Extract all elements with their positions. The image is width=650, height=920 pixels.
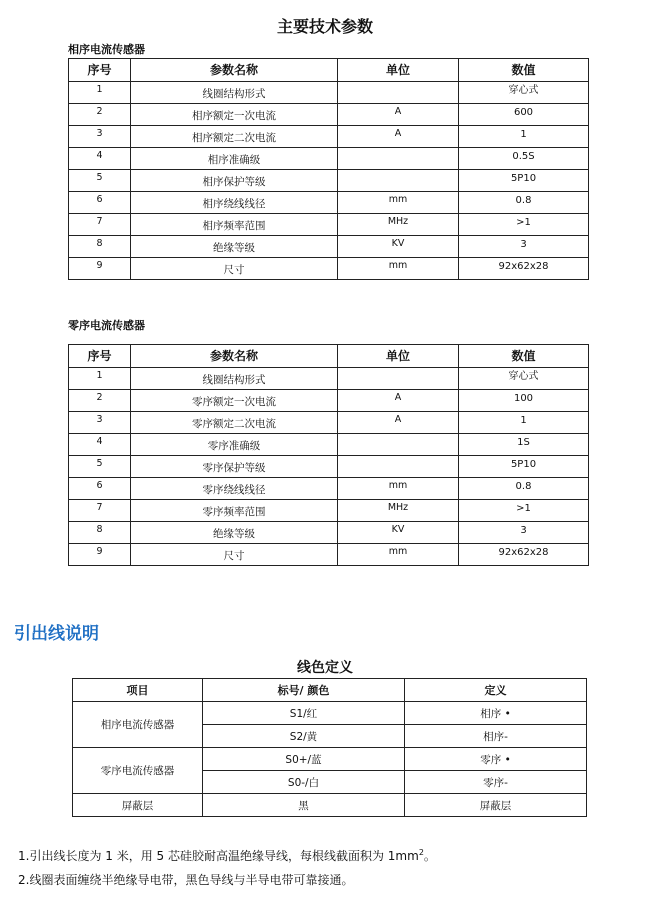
unit: MHz — [338, 500, 459, 522]
table-row — [73, 748, 587, 771]
param-name: 线圈结构形式 — [131, 368, 338, 390]
row-index: 8 — [69, 522, 131, 544]
param-name: 零序额定一次电流 — [131, 390, 338, 412]
page-title: 主要技术参数 — [276, 17, 373, 36]
row-index: 3 — [69, 126, 131, 148]
unit — [338, 456, 459, 478]
param-name: 零序额定二次电流 — [131, 412, 338, 434]
item-name: 相序电流传感器 — [73, 702, 203, 748]
row-index: 1 — [69, 368, 131, 390]
unit: MHz — [338, 214, 459, 236]
param-name: 相序绕线线径 — [131, 192, 338, 214]
label-color: S1/红 — [203, 702, 405, 725]
definition: 相序- — [405, 725, 587, 748]
header-param: 参数名称 — [131, 345, 338, 368]
row-index: 4 — [69, 434, 131, 456]
row-index: 5 — [69, 170, 131, 192]
value: >1 — [459, 214, 589, 236]
header-value: 数值 — [459, 345, 589, 368]
unit: KV — [338, 236, 459, 258]
header-label-color: 标号/ 颜色 — [203, 679, 405, 702]
table-row — [69, 434, 589, 456]
value: 5P10 — [459, 170, 589, 192]
table-row — [69, 522, 589, 544]
label-color: 黑 — [203, 794, 405, 817]
note-1 — [18, 847, 436, 864]
definition: 零序 • — [405, 748, 587, 771]
param-name: 零序绕线线径 — [131, 478, 338, 500]
table-row — [69, 456, 589, 478]
unit: mm — [338, 192, 459, 214]
value: 5P10 — [459, 456, 589, 478]
note-1-text: 1.引出线长度为 1 米，用 5 芯硅胶耐高温绝缘导线，每根线截面积为 1mm — [18, 849, 419, 863]
note-1-superscript: 2 — [418, 848, 424, 857]
header-definition: 定义 — [405, 679, 587, 702]
value: 92x62x28 — [459, 258, 589, 280]
value: 1 — [459, 126, 589, 148]
row-index: 9 — [69, 544, 131, 566]
definition: 相序 • — [405, 702, 587, 725]
unit: A — [338, 104, 459, 126]
table-row — [69, 214, 589, 236]
table-row — [69, 104, 589, 126]
unit: mm — [338, 258, 459, 280]
param-name: 绝缘等级 — [131, 236, 338, 258]
unit: A — [338, 412, 459, 434]
header-index: 序号 — [69, 345, 131, 368]
phase-section-label: 相序电流传感器 — [68, 43, 145, 56]
table-row — [69, 236, 589, 258]
header-param: 参数名称 — [131, 59, 338, 82]
value: 穿心式 — [459, 82, 589, 104]
unit — [338, 368, 459, 390]
table-row — [69, 478, 589, 500]
row-index: 8 — [69, 236, 131, 258]
table-header-row — [73, 679, 587, 702]
table-header-row — [69, 59, 589, 82]
value: 0.8 — [459, 478, 589, 500]
unit: mm — [338, 544, 459, 566]
table-row — [69, 258, 589, 280]
header-index: 序号 — [69, 59, 131, 82]
zero-spec-table — [68, 344, 589, 566]
phase-spec-table — [68, 58, 589, 280]
lead-section-heading: 引出线说明 — [14, 624, 99, 644]
value: 100 — [459, 390, 589, 412]
table-row — [69, 368, 589, 390]
row-index: 7 — [69, 214, 131, 236]
header-item: 项目 — [73, 679, 203, 702]
row-index: 5 — [69, 456, 131, 478]
note-2: 2.线圈表面缠绕半绝缘导电带，黑色导线与半导电带可靠接通。 — [18, 873, 354, 887]
value: 3 — [459, 236, 589, 258]
param-name: 尺寸 — [131, 544, 338, 566]
unit: mm — [338, 478, 459, 500]
param-name: 绝缘等级 — [131, 522, 338, 544]
value: 1 — [459, 412, 589, 434]
row-index: 4 — [69, 148, 131, 170]
table-row — [69, 148, 589, 170]
unit — [338, 170, 459, 192]
definition: 零序- — [405, 771, 587, 794]
unit: A — [338, 390, 459, 412]
row-index: 3 — [69, 412, 131, 434]
table-row — [69, 412, 589, 434]
zero-section-label: 零序电流传感器 — [68, 319, 145, 332]
definition: 屏蔽层 — [405, 794, 587, 817]
header-unit: 单位 — [338, 59, 459, 82]
row-index: 6 — [69, 192, 131, 214]
param-name: 相序准确级 — [131, 148, 338, 170]
param-name: 零序准确级 — [131, 434, 338, 456]
value: 0.8 — [459, 192, 589, 214]
row-index: 2 — [69, 390, 131, 412]
header-value: 数值 — [459, 59, 589, 82]
label-color: S2/黄 — [203, 725, 405, 748]
wire-color-table — [72, 678, 587, 817]
row-index: 1 — [69, 82, 131, 104]
table-row — [69, 170, 589, 192]
table-row — [73, 794, 587, 817]
value: 穿心式 — [459, 368, 589, 390]
row-index: 7 — [69, 500, 131, 522]
label-color: S0-/白 — [203, 771, 405, 794]
param-name: 零序保护等级 — [131, 456, 338, 478]
param-name: 相序保护等级 — [131, 170, 338, 192]
param-name: 相序额定一次电流 — [131, 104, 338, 126]
unit — [338, 82, 459, 104]
value: 600 — [459, 104, 589, 126]
param-name: 线圈结构形式 — [131, 82, 338, 104]
item-name: 屏蔽层 — [73, 794, 203, 817]
wire-table-title: 线色定义 — [297, 660, 353, 676]
row-index: 2 — [69, 104, 131, 126]
value: 92x62x28 — [459, 544, 589, 566]
table-row — [69, 126, 589, 148]
value: 1S — [459, 434, 589, 456]
unit — [338, 148, 459, 170]
unit: A — [338, 126, 459, 148]
unit: KV — [338, 522, 459, 544]
table-row — [69, 82, 589, 104]
table-header-row — [69, 345, 589, 368]
table-row — [73, 702, 587, 725]
header-unit: 单位 — [338, 345, 459, 368]
param-name: 零序频率范围 — [131, 500, 338, 522]
table-row — [69, 390, 589, 412]
value: 0.5S — [459, 148, 589, 170]
param-name: 相序频率范围 — [131, 214, 338, 236]
unit — [338, 434, 459, 456]
row-index: 6 — [69, 478, 131, 500]
table-row — [69, 544, 589, 566]
table-row — [69, 500, 589, 522]
row-index: 9 — [69, 258, 131, 280]
value: >1 — [459, 500, 589, 522]
item-name: 零序电流传感器 — [73, 748, 203, 794]
param-name: 尺寸 — [131, 258, 338, 280]
param-name: 相序额定二次电流 — [131, 126, 338, 148]
value: 3 — [459, 522, 589, 544]
label-color: S0+/蓝 — [203, 748, 405, 771]
table-row — [69, 192, 589, 214]
note-1-end: 。 — [423, 849, 436, 863]
